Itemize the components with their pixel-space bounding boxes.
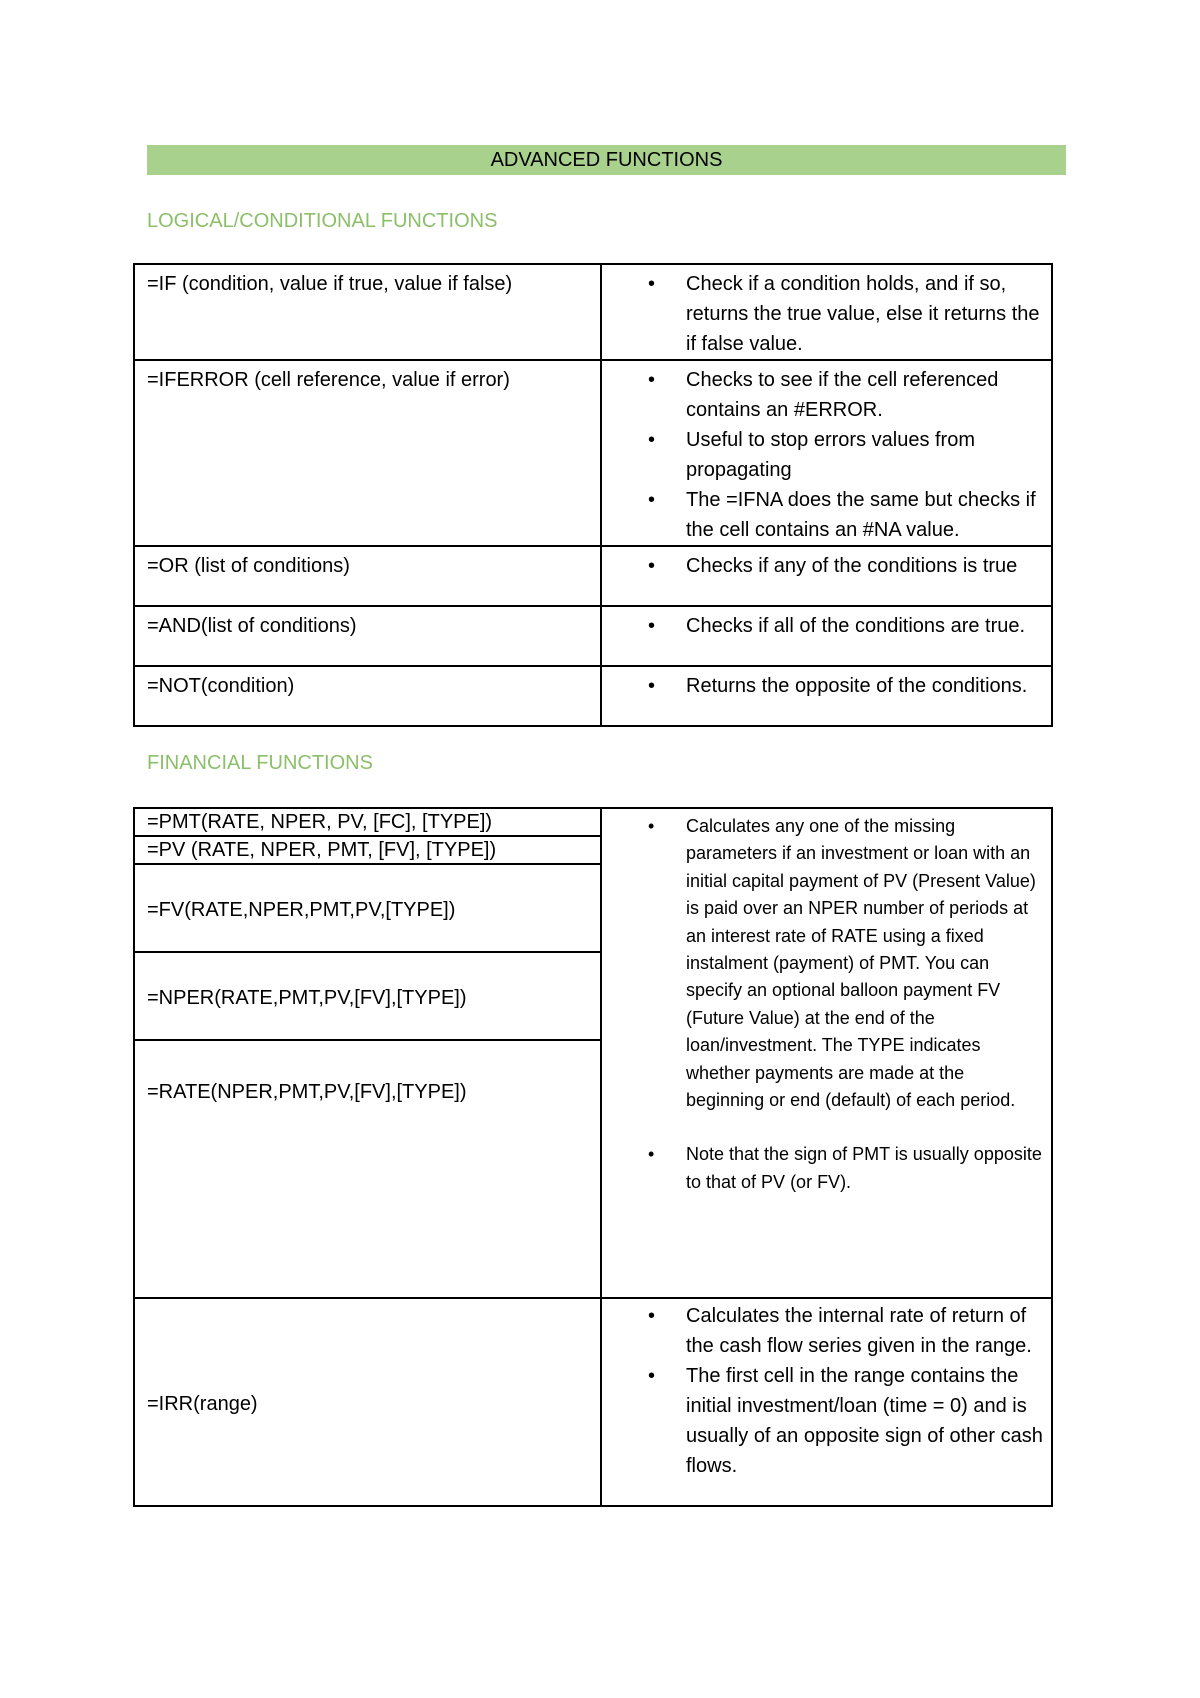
function-cell-pv: =PV (RATE, NPER, PMT, [FV], [TYPE]) [134,836,601,864]
section-heading-logical: LOGICAL/CONDITIONAL FUNCTIONS [147,210,498,232]
table-row [134,264,1052,360]
bullet-item: • Note that the sign of PMT is usually opposite to that of PV (or FV). [614,1141,1043,1196]
description-cell-irr [601,1298,1052,1506]
function-text-rate: =RATE(NPER,PMT,PV,[FV],[TYPE]) [147,1081,467,1103]
function-cell-nper: =NPER(RATE,PMT,PV,[FV],[TYPE]) [134,952,601,1040]
bullet-item: • The =IFNA does the same but checks if the cell contains an #NA value. [614,485,1043,545]
page-title: ADVANCED FUNCTIONS [147,145,1066,175]
bullet-item: • Checks to see if the cell referenced contains an #ERROR. [614,365,1043,425]
function-cell-rate [134,1040,601,1298]
logical-functions-table [133,263,1053,727]
function-cell-pmt: =PMT(RATE, NPER, PV, [FC], [TYPE]) [134,808,601,836]
bullet-item: • Useful to stop errors values from propagating [614,425,1043,485]
financial-functions-table [133,807,1053,1507]
function-cell-irr: =IRR(range) [134,1298,601,1506]
description-cell-annuity [601,808,1052,1298]
description-cell [601,360,1052,546]
description-cell [601,264,1052,360]
bullet-item: • Check if a condition holds, and if so, returns the true value, else it returns the if false value. [614,269,1043,359]
table-row [134,606,1052,666]
function-cell: =NOT(condition) [134,666,601,726]
table-row [134,666,1052,726]
table-row [134,1298,1052,1506]
description-cell [601,606,1052,666]
table-row [134,546,1052,606]
function-cell-fv: =FV(RATE,NPER,PMT,PV,[TYPE]) [134,864,601,952]
function-cell: =AND(list of conditions) [134,606,601,666]
description-cell [601,666,1052,726]
table-row [134,808,1052,836]
table-row [134,360,1052,546]
bullet-item: • Calculates any one of the missing parameters if an investment or loan with an initial capital payment of PV (Present Value) is paid over an NPER number of periods at an interest rate of RATE using a fixed instalment (payment) of PMT. You can specify an optional balloon payment FV (Future Value) at the end of the loan/investment. The TYPE indicates whether payments are made at the beginning or end (default) of each period. [614,813,1043,1114]
function-cell: =IF (condition, value if true, value if false) [134,264,601,360]
bullet-item: • Checks if all of the conditions are true. [614,611,1043,641]
description-cell [601,546,1052,606]
function-cell: =OR (list of conditions) [134,546,601,606]
bullet-item: • Returns the opposite of the conditions. [614,671,1043,701]
bullet-item: • Checks if any of the conditions is true [614,551,1043,581]
section-heading-financial: FINANCIAL FUNCTIONS [147,752,373,774]
bullet-item: • The first cell in the range contains the initial investment/loan (time = 0) and is usually of an opposite sign of other cash flows. [614,1361,1043,1481]
function-cell: =IFERROR (cell reference, value if error) [134,360,601,546]
bullet-item: • Calculates the internal rate of return of the cash flow series given in the range. [614,1301,1043,1361]
